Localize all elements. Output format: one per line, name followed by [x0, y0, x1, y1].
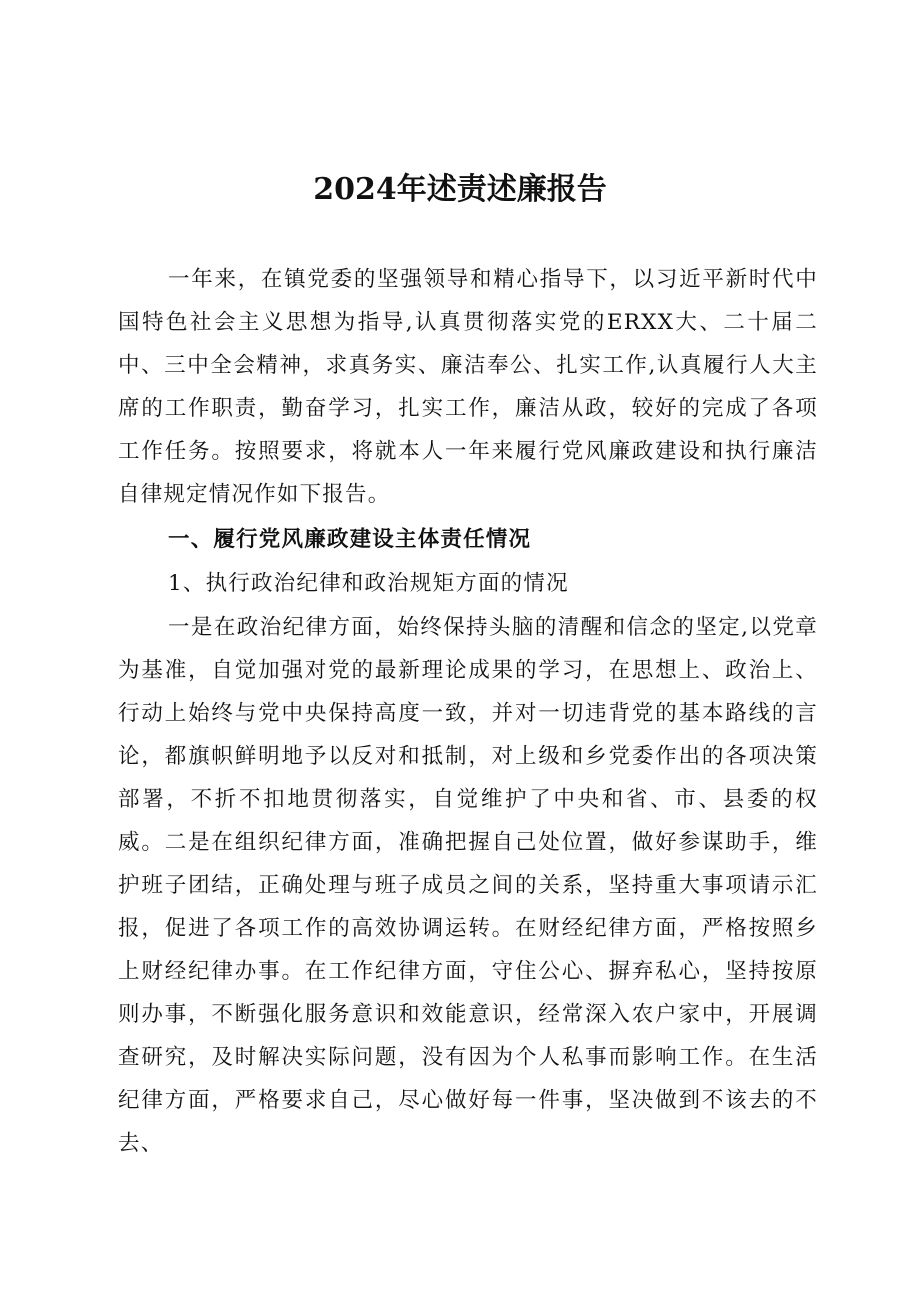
intro-paragraph: 一年来，在镇党委的坚强领导和精心指导下，以习近平新时代中国特色社会主义思想为指导,认真贯彻落实党的ERXX大、二十届二中、三中全会精神，求真务实、廉洁奉公、扎实工作,认真履行人大主席的工作职责，勤奋学习，扎实工作，廉洁从政，较好的完成了各项工作任务。按照要求，将就本人一年来履行党风廉政建设和执行廉洁自律规定情况作如下报告。: [118, 267, 818, 507]
document-title: 2024年述责述廉报告: [313, 172, 607, 207]
subsection-heading: 1、执行政治纪律和政治规矩方面的情况: [168, 571, 569, 596]
section-heading: 一、履行党风廉政建设主体责任情况: [168, 527, 532, 552]
body-paragraph: 一是在政治纪律方面，始终保持头脑的清醒和信念的坚定,以党章为基准，自觉加强对党的最新理论成果的学习，在思想上、政治上、行动上始终与党中央保持高度一致，并对一切违背党的基本路线的言论，都旗帜鲜明地予以反对和抵制，对上级和乡党委作出的各项决策部署，不折不扣地贯彻落实，自觉维护了中央和省、市、县委的权威。二是在组织纪律方面，准确把握自己处位置，做好参谋助手，维护班子团结，正确处理与班子成员之间的关系，坚持重大事项请示汇报，促进了各项工作的高效协调运转。在财经纪律方面，严格按照乡上财经纪律办事。在工作纪律方面，守住公心、摒弃私心，坚持按原则办事，不断强化服务意识和效能意识，经常深入农户家中，开展调查研究，及时解决实际问题，没有因为个人私事而影响工作。在生活纪律方面，严格要求自己，尽心做好每一件事，坚决做到不该去的不去、: [118, 615, 818, 1156]
